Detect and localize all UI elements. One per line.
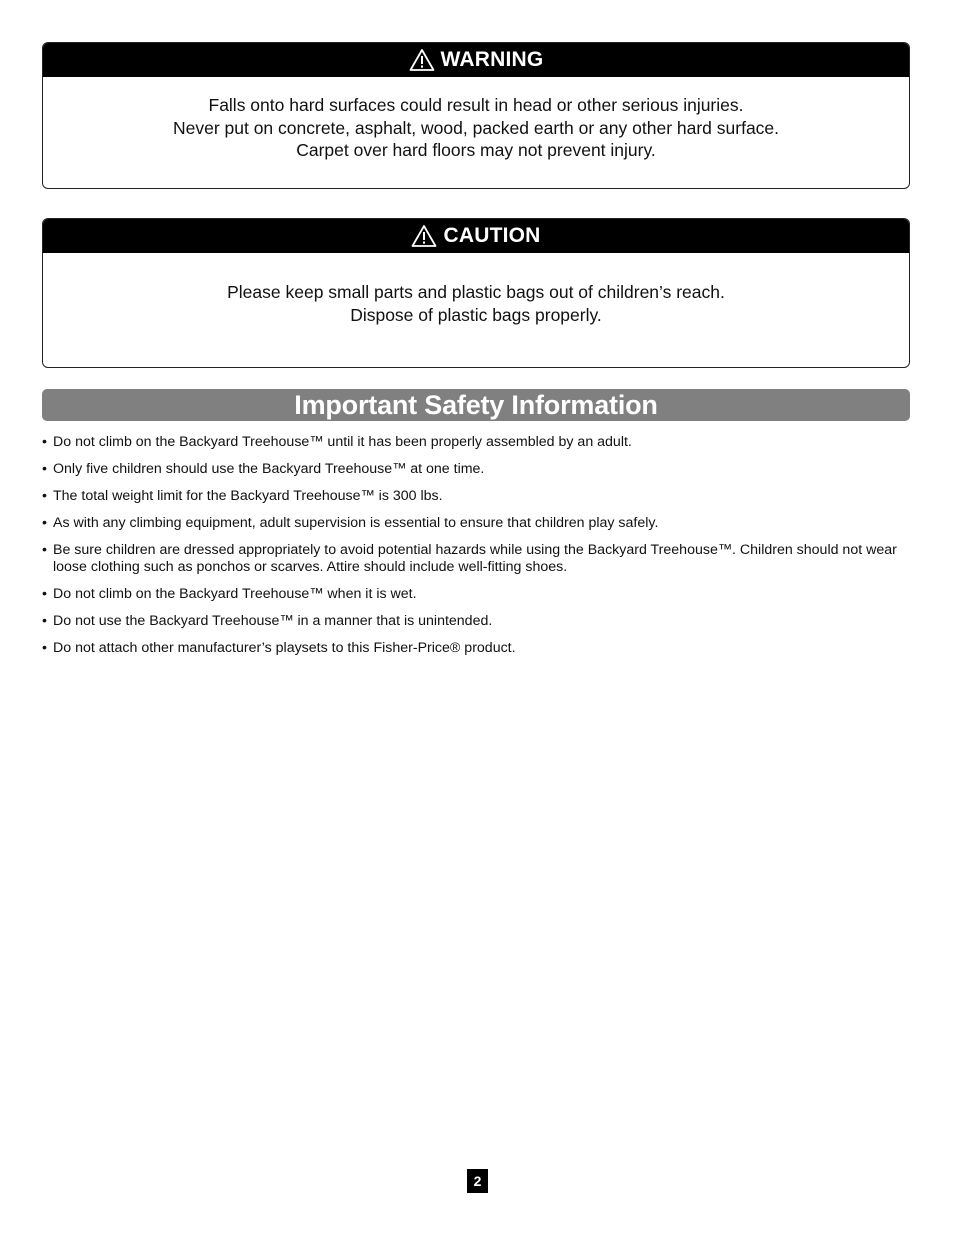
bullet: • <box>42 515 47 531</box>
warning-box <box>42 42 910 189</box>
list-item <box>42 461 910 478</box>
rule-text: Do not use the Backyard Treehouse™ in a manner that is unintended. <box>53 613 493 629</box>
bullet: • <box>42 542 47 558</box>
rule-text: As with any climbing equipment, adult supervision is essential to ensure that children play safely. <box>53 515 659 531</box>
caution-triangle-icon <box>411 224 437 248</box>
safety-heading: Important Safety Information <box>42 389 910 421</box>
bullet: • <box>42 488 47 504</box>
list-item <box>42 488 910 505</box>
caution-line: Please keep small parts and plastic bags out of children’s reach. <box>227 282 725 302</box>
warning-line: Carpet over hard floors may not prevent injury. <box>296 140 656 160</box>
warning-line: Falls onto hard surfaces could result in head or other serious injuries. <box>208 95 744 115</box>
warning-line: Never put on concrete, asphalt, wood, packed earth or any other hard surface. <box>172 117 780 138</box>
bullet: • <box>42 434 47 450</box>
warning-title: WARNING <box>440 48 544 71</box>
rule-text: Be sure children are dressed appropriately to avoid potential hazards while using the Backyard Treehouse™. Children should not wear loose clothing such as ponchos or scarves. Attire should include well-fitting shoes. <box>53 542 897 575</box>
rule-text: The total weight limit for the Backyard Treehouse™ is 300 lbs. <box>53 488 443 504</box>
rule-text: Do not attach other manufacturer’s playsets to this Fisher-Price® product. <box>53 640 516 656</box>
bullet: • <box>42 613 47 629</box>
bullet: • <box>42 640 47 656</box>
list-item <box>42 586 910 603</box>
warning-triangle-icon <box>409 48 435 72</box>
list-item <box>42 434 910 451</box>
list-item <box>42 613 910 630</box>
bullet: • <box>42 461 47 477</box>
bullet: • <box>42 586 47 602</box>
caution-title: CAUTION <box>443 224 541 247</box>
warning-message <box>43 77 909 162</box>
rule-text: Do not climb on the Backyard Treehouse™ when it is wet. <box>53 586 417 602</box>
safety-rules-list <box>42 434 910 667</box>
rule-text: Only five children should use the Backyard Treehouse™ at one time. <box>53 461 485 477</box>
caution-box <box>42 218 910 368</box>
list-item <box>42 542 910 576</box>
caution-message <box>43 253 909 326</box>
caution-header <box>43 219 909 253</box>
list-item <box>42 640 910 657</box>
rule-text: Do not climb on the Backyard Treehouse™ until it has been properly assembled by an adult. <box>53 434 632 450</box>
warning-header <box>43 43 909 77</box>
caution-line: Dispose of plastic bags properly. <box>350 304 602 325</box>
page-number: 2 <box>467 1169 488 1193</box>
list-item <box>42 515 910 532</box>
